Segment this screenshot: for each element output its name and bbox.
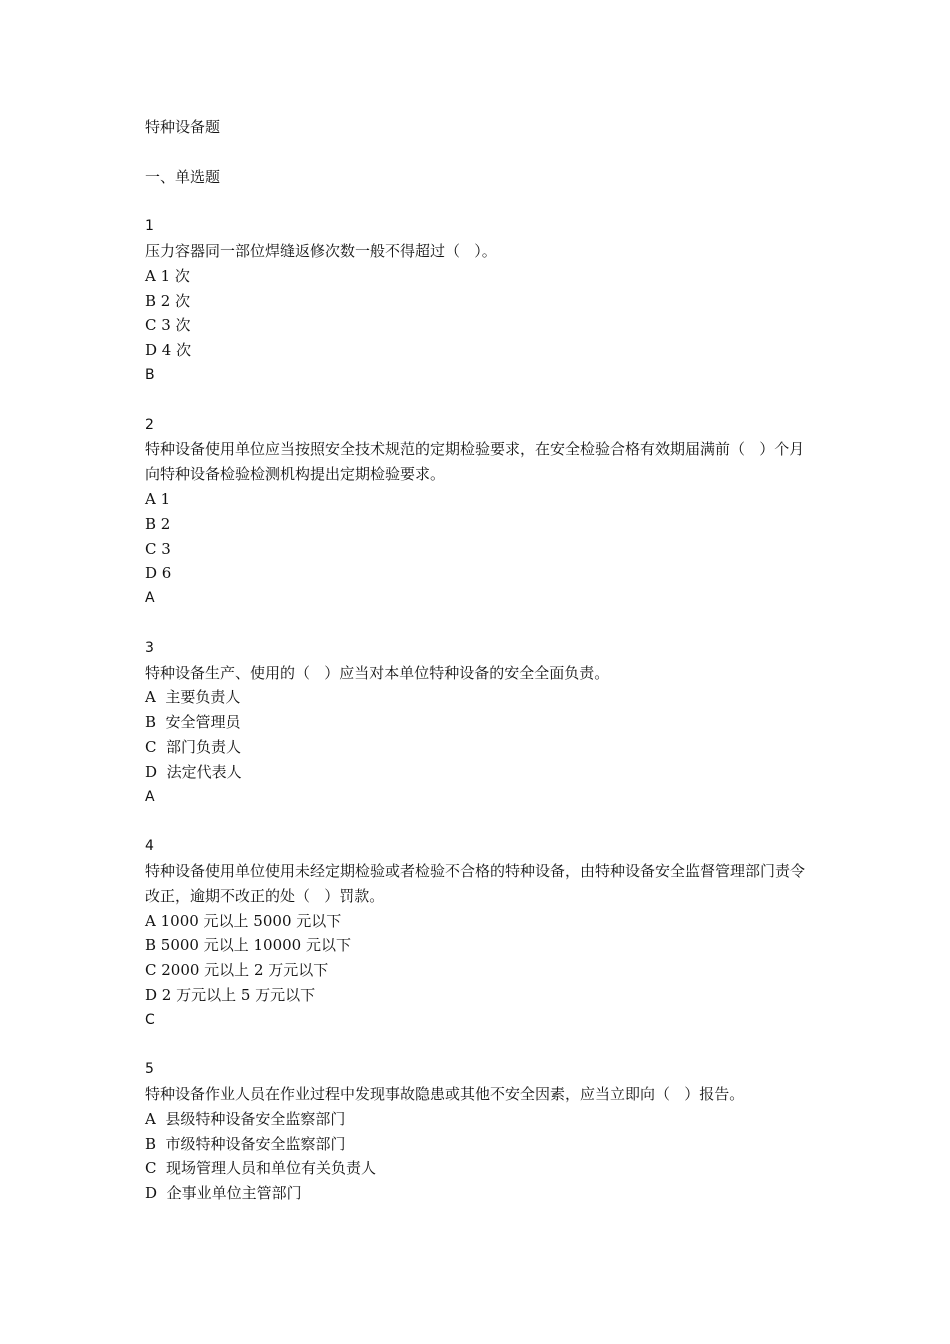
answer-option: B 2 bbox=[145, 514, 171, 533]
question-list bbox=[145, 214, 815, 1206]
answer-option: A 1000 元以上 5000 元以下 bbox=[145, 911, 342, 930]
question-number: 2 bbox=[145, 416, 154, 433]
question-stem: 特种设备使用单位使用未经定期检验或者检验不合格的特种设备，由特种设备安全监督管理部门责令改正，逾期不改正的处（ ）罚款。 bbox=[145, 861, 806, 905]
question-stem: 特种设备作业人员在作业过程中发现事故隐患或其他不安全因素，应当立即向（ ）报告。 bbox=[145, 1085, 745, 1104]
question-number: 4 bbox=[145, 838, 154, 855]
question-item bbox=[145, 214, 815, 388]
answer-option: C 3 bbox=[145, 539, 171, 558]
answer-option: C 现场管理人员和单位有关负责人 bbox=[145, 1159, 377, 1178]
question-number: 1 bbox=[145, 218, 154, 235]
answer-option: D 法定代表人 bbox=[145, 762, 242, 781]
document-title: 特种设备题 bbox=[145, 118, 221, 136]
question-item bbox=[145, 834, 815, 1032]
correct-answer: A bbox=[145, 788, 155, 805]
answer-option: A 主要负责人 bbox=[145, 688, 241, 707]
question-stem: 特种设备使用单位应当按照安全技术规范的定期检验要求，在安全检验合格有效期届满前（ ）个月向特种设备检验检测机构提出定期检验要求。 bbox=[145, 440, 805, 484]
answer-option: D 2 万元以上 5 万元以下 bbox=[145, 985, 316, 1004]
answer-option: C 3 次 bbox=[145, 316, 191, 335]
document-page bbox=[145, 115, 815, 1206]
correct-answer: C bbox=[145, 1011, 155, 1028]
answer-option: A 县级特种设备安全监察部门 bbox=[145, 1109, 346, 1128]
question-number: 5 bbox=[145, 1061, 154, 1078]
correct-answer: B bbox=[145, 366, 155, 383]
section-title: 一、单选题 bbox=[145, 167, 221, 186]
correct-answer: A bbox=[145, 590, 155, 607]
answer-option: D 6 bbox=[145, 564, 172, 583]
answer-option: D 4 次 bbox=[145, 341, 192, 360]
answer-option: D 企事业单位主管部门 bbox=[145, 1184, 302, 1203]
answer-option: A 1 bbox=[145, 489, 171, 508]
answer-option: B 5000 元以上 10000 元以下 bbox=[145, 936, 351, 955]
question-number: 3 bbox=[145, 639, 154, 656]
answer-option: B 2 次 bbox=[145, 291, 191, 310]
question-item bbox=[145, 636, 815, 810]
answer-option: C 2000 元以上 2 万元以下 bbox=[145, 961, 329, 980]
question-item bbox=[145, 1057, 815, 1206]
answer-option: C 部门负责人 bbox=[145, 737, 242, 756]
answer-option: A 1 次 bbox=[145, 266, 190, 285]
question-stem: 特种设备生产、使用的（ ）应当对本单位特种设备的安全全面负责。 bbox=[145, 663, 610, 682]
answer-option: B 市级特种设备安全监察部门 bbox=[145, 1134, 346, 1153]
question-item bbox=[145, 413, 815, 611]
answer-option: B 安全管理员 bbox=[145, 713, 241, 732]
question-stem: 压力容器同一部位焊缝返修次数一般不得超过（ ）。 bbox=[145, 241, 497, 260]
